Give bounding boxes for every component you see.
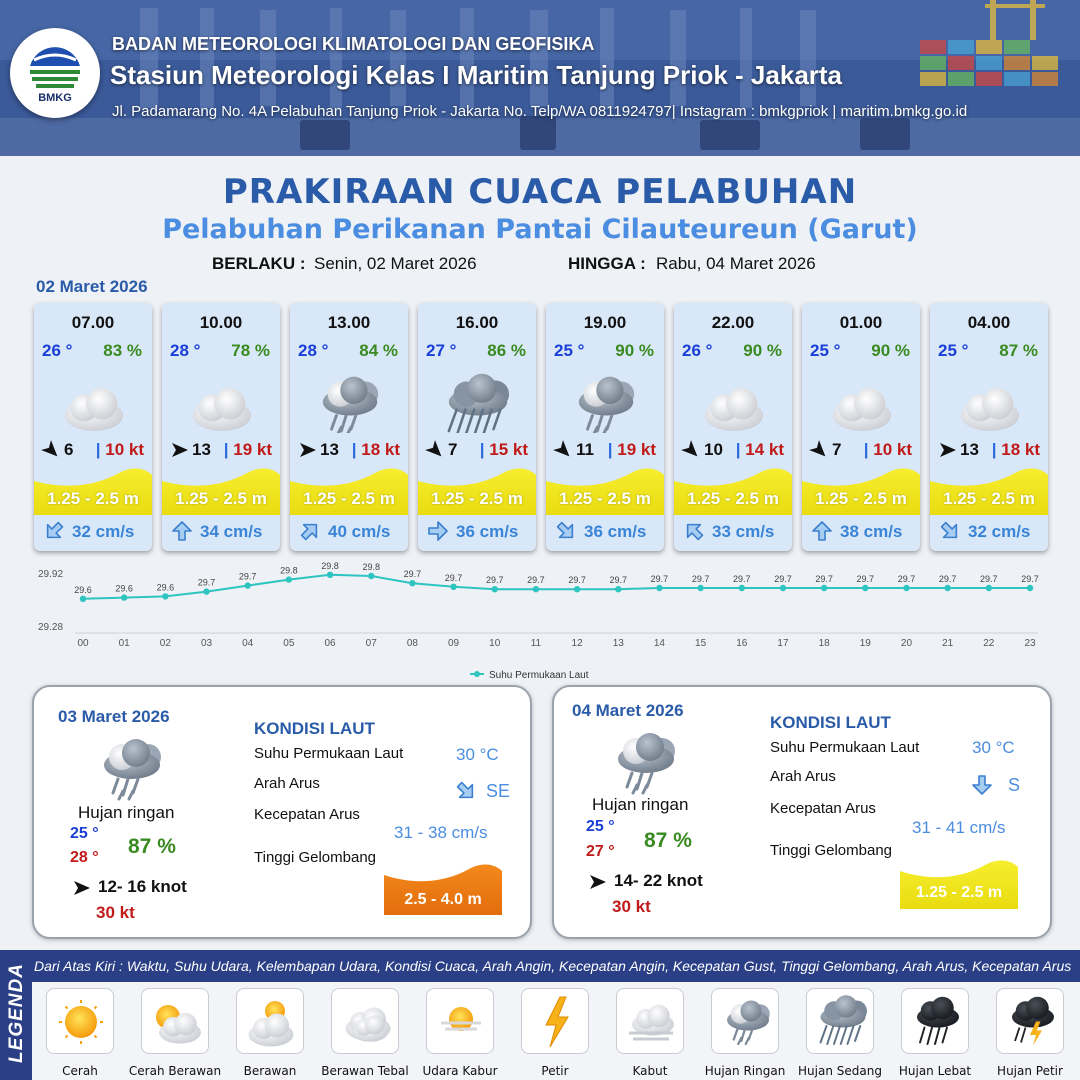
day2-gust: 30 kt [96, 903, 135, 922]
valid-to-label: HINGGA : [568, 254, 646, 273]
legend-item-label: Hujan Sedang [798, 1064, 882, 1078]
card-gust: | 15 kt [479, 440, 528, 459]
haze-icon [427, 989, 495, 1055]
card-current-speed: 36 cm/s [456, 522, 519, 541]
card-gust-value: 19 kt [233, 440, 272, 459]
x-tick-label: 19 [859, 638, 871, 649]
x-tick-label: 16 [736, 638, 748, 649]
card-humidity: 87 % [999, 341, 1038, 360]
card-gust-value: 18 kt [361, 440, 400, 459]
card-gust: | 14 kt [735, 440, 784, 459]
sst-data-point [944, 585, 950, 591]
current-direction-icon [682, 519, 706, 543]
card-gust: | 19 kt [223, 440, 272, 459]
sst-data-point [162, 593, 168, 599]
thick-cloud-icon [332, 989, 400, 1055]
current-direction-icon [298, 519, 322, 543]
card-humidity: 90 % [871, 341, 910, 360]
day3-gust: 30 kt [612, 897, 651, 916]
sst-data-point [286, 576, 292, 582]
legend-description: Dari Atas Kiri : Waktu, Suhu Udara, Kelembapan Udara, Kondisi Cuaca, Arah Angin, Kecepatan Angin, Kecepatan Gust, Tinggi Gelombang, Arah Arus, Kecepatan Arus [34, 958, 1072, 974]
sst-data-point [697, 585, 703, 591]
day3-sst-label: Suhu Permukaan Laut [770, 739, 920, 756]
bmkg-logo [10, 28, 100, 118]
page-subtitle: Pelabuhan Perikanan Pantai Cilauteureun (Garut) [162, 214, 918, 245]
card-wave-height: 1.25 - 2.5 m [175, 489, 267, 508]
legend-item [616, 988, 684, 1054]
day2-panel [32, 685, 532, 939]
day2-current-speed-label: Kecepatan Arus [254, 806, 360, 823]
wind-direction-icon [40, 439, 62, 461]
day2-tmin: 25 ° [70, 825, 99, 842]
x-tick-label: 23 [1024, 638, 1036, 649]
sst-data-label: 29.7 [1021, 574, 1039, 584]
legend-item-label: Berawan [243, 1064, 297, 1078]
berawan-tebal-icon [182, 365, 262, 433]
card-temp: 27 ° [426, 341, 457, 360]
legend-title: LEGENDA [6, 963, 27, 1063]
x-tick-label: 14 [653, 638, 665, 649]
legend-item-label: Berawan Tebal [321, 1064, 409, 1078]
legend-item [901, 988, 969, 1054]
sst-data-point [615, 586, 621, 592]
wind-direction-icon [586, 871, 608, 893]
x-tick-label: 18 [818, 638, 830, 649]
card-humidity: 90 % [743, 341, 782, 360]
current-direction-icon [554, 519, 578, 543]
current-direction-icon [454, 779, 480, 805]
hujan-ringan-icon [566, 365, 646, 433]
sst-data-label: 29.7 [733, 574, 751, 584]
y-tick-label: 29.92 [38, 569, 64, 580]
day2-wind: 12- 16 knot [98, 877, 187, 896]
card-gust: | 18 kt [351, 440, 400, 459]
x-tick-label: 03 [200, 638, 213, 649]
sst-data-label: 29.7 [568, 575, 586, 586]
day3-current-speed-label: Kecepatan Arus [770, 800, 876, 817]
sun-icon [47, 989, 115, 1055]
sst-data-point [903, 585, 909, 591]
sst-data-point [244, 582, 250, 588]
day2-date: 03 Maret 2026 [58, 707, 170, 726]
day3-current-dir-label: Arah Arus [770, 768, 836, 785]
legend-item-label: Kabut [632, 1064, 668, 1078]
legend-item-label: Udara Kabur [422, 1064, 498, 1078]
card-time: 19.00 [583, 313, 627, 332]
card-wind-speed: 13 [320, 440, 339, 459]
wind-direction-icon [680, 439, 702, 461]
card-gust: | 19 kt [607, 440, 656, 459]
card-wave-height: 1.25 - 2.5 m [47, 489, 139, 508]
day3-panel [552, 685, 1052, 939]
moderate-rain-icon [807, 989, 875, 1055]
day2-wave: 2.5 - 4.0 m [404, 891, 482, 908]
card-wind-speed: 6 [64, 440, 74, 459]
card-gust-value: 10 kt [105, 440, 144, 459]
card-current-speed: 38 cm/s [840, 522, 903, 541]
day3-tmax: 27 ° [586, 843, 615, 860]
sst-data-label: 29.7 [238, 571, 257, 582]
sst-data-point [203, 588, 209, 594]
card-wind-speed: 10 [704, 440, 723, 459]
sst-data-label: 29.7 [897, 574, 916, 584]
card-temp: 25 ° [554, 341, 585, 360]
x-tick-label: 22 [983, 638, 995, 649]
hourly-card [802, 303, 920, 551]
card-temp: 26 ° [682, 341, 713, 360]
legend-item [521, 988, 589, 1054]
lightning-icon [522, 989, 590, 1055]
sst-data-label: 29.8 [321, 560, 339, 571]
y-tick-label: 29.28 [38, 622, 64, 633]
sst-chart [30, 560, 1060, 685]
day2-weather: Hujan ringan [78, 803, 175, 822]
hujan-ringan-icon [310, 365, 390, 433]
x-tick-label: 05 [283, 638, 295, 649]
card-wave-height: 1.25 - 2.5 m [943, 489, 1035, 508]
sst-data-point [327, 572, 333, 578]
x-tick-label: 00 [77, 638, 89, 649]
valid-to-value: Rabu, 04 Maret 2026 [656, 254, 816, 273]
x-tick-label: 21 [942, 638, 954, 649]
card-current-speed: 32 cm/s [72, 522, 135, 541]
sst-data-point [409, 580, 415, 586]
sst-data-label: 29.7 [527, 575, 545, 586]
sst-data-label: 29.8 [362, 562, 380, 572]
card-time: 01.00 [839, 313, 883, 332]
sst-data-point [986, 585, 992, 591]
legend-item-label: Cerah [62, 1064, 98, 1078]
current-direction-icon [970, 773, 996, 799]
card-wind-speed: 7 [448, 440, 458, 459]
wind-direction-icon [552, 439, 574, 461]
card-gust: | 10 kt [863, 440, 912, 459]
header-banner [0, 0, 1080, 156]
card-time: 16.00 [455, 313, 499, 332]
chart-legend-label: Suhu Permukaan Laut [489, 670, 589, 681]
current-direction-icon [42, 519, 66, 543]
sst-data-label: 29.7 [650, 574, 669, 584]
sst-data-label: 29.8 [280, 565, 298, 576]
legend-item [331, 988, 399, 1054]
sst-data-label: 29.7 [444, 572, 463, 583]
card-wave-height: 1.25 - 2.5 m [559, 489, 651, 508]
hourly-card [162, 303, 280, 551]
day1-date: 02 Maret 2026 [36, 277, 148, 296]
card-gust: | 10 kt [95, 440, 144, 459]
sst-data-point [80, 596, 86, 602]
light-rain-icon [606, 723, 686, 799]
x-tick-label: 07 [365, 638, 377, 649]
day3-wind: 14- 22 knot [614, 871, 703, 890]
legend-item [806, 988, 874, 1054]
sst-data-label: 29.7 [856, 574, 875, 584]
x-tick-label: 08 [406, 638, 418, 649]
card-current-speed: 33 cm/s [712, 522, 775, 541]
card-wind-speed: 7 [832, 440, 842, 459]
x-tick-label: 04 [242, 638, 254, 649]
thunderstorm-icon [997, 989, 1065, 1055]
wind-direction-icon [808, 439, 830, 461]
card-current-speed: 34 cm/s [200, 522, 263, 541]
fog-icon [617, 989, 685, 1055]
hourly-card [546, 303, 664, 551]
card-gust-value: 10 kt [873, 440, 912, 459]
day2-wave-label: Tinggi Gelombang [254, 849, 377, 866]
wind-direction-icon [70, 877, 92, 899]
current-direction-icon [810, 519, 834, 543]
wind-direction-icon [424, 439, 446, 461]
valid-from-value: Senin, 02 Maret 2026 [314, 254, 477, 273]
day3-current-dir: S [1008, 775, 1021, 795]
valid-from-label: BERLAKU : [212, 254, 306, 273]
berawan-tebal-icon [694, 365, 774, 433]
sst-data-label: 29.7 [980, 574, 998, 584]
day2-current-dir-label: Arah Arus [254, 775, 320, 792]
card-gust: | 18 kt [991, 440, 1040, 459]
org-name: BADAN METEOROLOGI KLIMATOLOGI DAN GEOFISIKA [112, 34, 595, 54]
sst-data-label: 29.7 [197, 577, 216, 588]
sst-data-label: 29.6 [156, 582, 175, 593]
day2-sst: 30 °C [456, 745, 499, 764]
card-temp: 25 ° [938, 341, 969, 360]
legend-item [711, 988, 779, 1054]
card-current-speed: 40 cm/s [328, 522, 391, 541]
card-gust-value: 14 kt [745, 440, 784, 459]
wind-direction-icon [936, 439, 958, 461]
legend-item [996, 988, 1064, 1054]
light-rain-icon [712, 989, 780, 1055]
legend-item-label: Petir [541, 1064, 569, 1078]
card-wind-speed: 13 [960, 440, 979, 459]
sst-data-label: 29.7 [774, 574, 792, 584]
card-current-speed: 36 cm/s [584, 522, 647, 541]
legend-item-label: Cerah Berawan [128, 1064, 222, 1078]
legend-item [236, 988, 304, 1054]
sst-data-point [450, 584, 456, 590]
card-gust-value: 15 kt [489, 440, 528, 459]
sst-data-point [780, 585, 786, 591]
current-direction-icon [426, 519, 450, 543]
card-temp: 28 ° [170, 341, 201, 360]
day3-wave-label: Tinggi Gelombang [770, 842, 893, 859]
day3-weather: Hujan ringan [592, 795, 689, 814]
wind-direction-icon [296, 439, 318, 461]
hourly-card [930, 303, 1048, 551]
x-tick-label: 06 [324, 638, 336, 649]
hourly-card [674, 303, 792, 551]
x-tick-label: 02 [159, 638, 171, 649]
card-time: 04.00 [967, 313, 1011, 332]
card-wave-height: 1.25 - 2.5 m [303, 489, 395, 508]
card-humidity: 86 % [487, 341, 526, 360]
sst-data-label: 29.7 [938, 574, 957, 584]
day3-wave: 1.25 - 2.5 m [915, 884, 1003, 901]
wind-direction-icon [168, 439, 190, 461]
day3-sst: 30 °C [972, 738, 1015, 757]
legend-item [141, 988, 209, 1054]
day2-current-dir: SE [486, 781, 511, 801]
sst-data-label: 29.7 [485, 575, 504, 586]
card-wind-speed: 11 [576, 440, 594, 459]
sst-data-point [368, 573, 374, 579]
station-name: Stasiun Meteorologi Kelas I Maritim Tanjung Priok - Jakarta [110, 60, 843, 90]
light-rain-icon [92, 729, 172, 805]
sst-data-point [1027, 585, 1033, 591]
card-humidity: 84 % [359, 341, 398, 360]
card-gust-value: 18 kt [1001, 440, 1040, 459]
berawan-tebal-icon [950, 365, 1030, 433]
logo-text: BMKG [38, 92, 72, 104]
station-address: Jl. Padamarang No. 4A Pelabuhan Tanjung Priok - Jakarta No. Telp/WA 0811924797| Instagram : bmkgpriok | maritim.bmkg.go.id [112, 103, 968, 120]
card-time: 13.00 [327, 313, 371, 332]
card-temp: 25 ° [810, 341, 841, 360]
sst-data-point [574, 586, 580, 592]
current-direction-icon [170, 519, 194, 543]
card-wave-height: 1.25 - 2.5 m [815, 489, 907, 508]
sst-data-point [121, 594, 127, 600]
page-title: PRAKIRAAN CUACA PELABUHAN [222, 172, 858, 212]
day2-tmax: 28 ° [70, 849, 99, 866]
x-tick-label: 12 [571, 638, 583, 649]
card-wind-speed: 13 [192, 440, 211, 459]
hourly-card [418, 303, 536, 551]
hourly-card [34, 303, 152, 551]
current-direction-icon [938, 519, 962, 543]
legend-item [46, 988, 114, 1054]
day3-tmin: 25 ° [586, 818, 615, 835]
sst-data-point [533, 586, 539, 592]
legend-item-label: Hujan Ringan [704, 1064, 786, 1078]
x-tick-label: 01 [118, 638, 130, 649]
card-humidity: 78 % [231, 341, 270, 360]
hourly-card [290, 303, 408, 551]
card-temp: 28 ° [298, 341, 329, 360]
day3-humidity: 87 % [644, 829, 692, 852]
sst-data-point [739, 585, 745, 591]
heavy-rain-icon [902, 989, 970, 1055]
sst-data-label: 29.7 [403, 569, 422, 580]
day3-date: 04 Maret 2026 [572, 701, 684, 720]
x-tick-label: 11 [530, 638, 542, 649]
sun-cloud-icon [142, 989, 210, 1055]
cloud-sun-icon [237, 989, 305, 1055]
sst-data-label: 29.6 [115, 583, 133, 594]
day2-current-speed: 31 - 38 cm/s [394, 823, 488, 842]
card-time: 22.00 [711, 313, 755, 332]
sst-data-point [862, 585, 868, 591]
legend-item-label: Hujan Lebat [898, 1064, 972, 1078]
sst-data-label: 29.7 [609, 575, 628, 586]
x-tick-label: 15 [695, 638, 707, 649]
day2-humidity: 87 % [128, 835, 176, 858]
sst-data-label: 29.6 [74, 584, 92, 595]
berawan-tebal-icon [822, 365, 902, 433]
x-tick-label: 10 [489, 638, 501, 649]
x-tick-label: 20 [900, 638, 913, 649]
sst-data-label: 29.7 [691, 574, 710, 584]
card-current-speed: 32 cm/s [968, 522, 1031, 541]
card-wave-height: 1.25 - 2.5 m [687, 489, 779, 508]
card-time: 07.00 [71, 313, 115, 332]
sst-data-point [821, 585, 827, 591]
card-humidity: 83 % [103, 341, 142, 360]
card-temp: 26 ° [42, 341, 73, 360]
day2-sea-heading: KONDISI LAUT [254, 719, 375, 738]
card-humidity: 90 % [615, 341, 654, 360]
day2-sst-label: Suhu Permukaan Laut [254, 745, 404, 762]
sst-data-point [492, 586, 498, 592]
bmkg-logo-mark [10, 28, 100, 118]
legend-title-box [4, 950, 30, 1080]
x-tick-label: 13 [612, 638, 624, 649]
day3-sea-heading: KONDISI LAUT [770, 713, 891, 732]
sst-data-label: 29.7 [815, 574, 833, 584]
card-gust-value: 19 kt [617, 440, 656, 459]
card-wave-height: 1.25 - 2.5 m [431, 489, 523, 508]
x-tick-label: 17 [777, 638, 789, 649]
card-time: 10.00 [199, 313, 243, 332]
legend-marker [474, 671, 480, 677]
berawan-tebal-icon [54, 365, 134, 433]
legend-item [426, 988, 494, 1054]
hujan-sedang-icon [438, 365, 518, 433]
day3-current-speed: 31 - 41 cm/s [912, 818, 1006, 837]
sst-data-point [656, 585, 662, 591]
legend-item-label: Hujan Petir [997, 1064, 1063, 1078]
x-tick-label: 09 [448, 638, 460, 649]
